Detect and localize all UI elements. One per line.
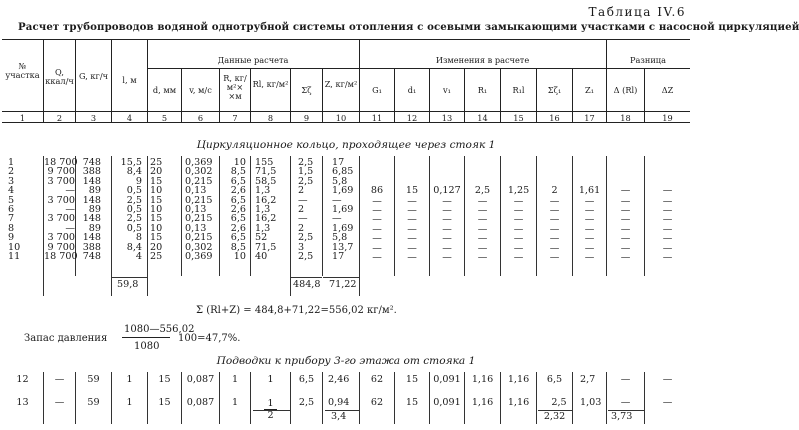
cell-r1: 1,16: [471, 374, 494, 385]
col-l-cell: 2,5: [126, 213, 142, 225]
dash-cell: —: [620, 223, 631, 235]
section-title-branch: Подводки к прибору 3-го этажа от стояка 1: [216, 355, 476, 367]
col-l-cell: 8,4: [126, 241, 142, 253]
dash-cell: —: [477, 242, 488, 254]
col-number: 15: [513, 113, 524, 123]
col-number: 18: [620, 113, 631, 123]
dash-cell: —: [662, 214, 673, 226]
col-zeta-cell: 3: [298, 241, 305, 253]
dash-cell: —: [477, 223, 488, 235]
col-d-cell: 10: [150, 185, 163, 197]
dash-cell: —: [477, 195, 488, 207]
col-z-cell: 1,69: [332, 204, 354, 215]
col-header-19: ΔZ: [661, 85, 674, 95]
cell-r1: 1,16: [471, 397, 494, 408]
dash-cell: —: [584, 214, 595, 226]
dash-cell: —: [372, 205, 382, 216]
col-number: 14: [477, 113, 488, 123]
section-title-ring: Циркуляционное кольцо, проходящее через стояк 1: [196, 139, 496, 151]
col-zeta-cell: 2,5: [298, 251, 314, 262]
col-rl-cell: 40: [255, 251, 268, 262]
dash-cell: —: [513, 223, 524, 235]
col-rl-cell: 71,5: [255, 241, 277, 253]
col-z-cell: 1,69: [332, 185, 354, 197]
dash-cell: —: [549, 205, 560, 216]
col-l-cell: 0,5: [126, 222, 142, 234]
col-r-cell: 8,5: [230, 241, 246, 253]
change-r1-cell: 2,5: [474, 185, 491, 197]
dash-cell: —: [442, 242, 452, 254]
cell-d1: 15: [405, 374, 419, 385]
col-zeta-cell: 2,5: [298, 232, 314, 244]
cell-q: —: [54, 397, 65, 408]
col-zeta-cell: 1,5: [298, 166, 314, 178]
col-q-cell: 9 700: [47, 166, 75, 178]
col-header-14: R₁: [477, 85, 488, 95]
cell-z-total: 3,4: [331, 411, 347, 422]
col-number: 19: [662, 113, 673, 123]
dash-cell: —: [584, 252, 595, 263]
col-q-cell: 3 700: [47, 175, 75, 187]
dash-cell: —: [584, 205, 595, 216]
col-l-cell: 8,4: [126, 166, 142, 178]
col-header-16: Σζ₁: [547, 85, 562, 95]
total-rl: 484,8: [293, 279, 321, 290]
change-v1-cell: 0,127: [433, 185, 461, 197]
dash-cell: —: [372, 214, 382, 226]
col-zeta-cell: 2: [298, 204, 305, 215]
col-r-cell: 6,5: [230, 213, 246, 225]
col-l-cell: 15,5: [120, 157, 142, 168]
col-num-cell: 9: [8, 232, 15, 244]
dash-cell: —: [584, 233, 595, 245]
col-header-17: Z₁: [585, 85, 594, 95]
reserve-numerator: 1080—556,02: [124, 324, 195, 335]
col-num-cell: 2: [8, 166, 15, 178]
col-header-7: R, кг/м²× ×м: [223, 73, 247, 101]
col-q-cell: —: [65, 185, 75, 197]
dash-cell: —: [549, 214, 560, 226]
col-header-8: Rl, кг/м²: [252, 79, 289, 89]
col-q-cell: —: [65, 204, 75, 215]
dash-cell: —: [549, 233, 560, 245]
cell-dz: —: [662, 397, 673, 408]
dash-cell: —: [407, 242, 417, 254]
col-num-cell: 5: [8, 194, 15, 206]
col-rl-cell: 16,2: [255, 213, 277, 225]
col-r-cell: 8,5: [230, 166, 246, 178]
dash-cell: —: [442, 223, 452, 235]
dash-cell: —: [662, 233, 673, 245]
cell-d: 15: [158, 374, 171, 385]
col-d-cell: 15: [150, 194, 163, 206]
dash-cell: —: [549, 252, 560, 263]
dash-cell: —: [407, 233, 417, 245]
cell-rl: 1: [267, 374, 274, 385]
cell-g1: 62: [370, 374, 384, 385]
cell-zeta1: 2,5: [551, 397, 567, 408]
col-g-cell: 89: [88, 204, 101, 215]
col-r-cell: 2,6: [230, 222, 246, 234]
col-z-cell: 5,8: [332, 232, 348, 244]
col-header-10: Z, кг/м²: [324, 79, 358, 89]
dash-cell: —: [372, 252, 382, 263]
cell-d1: 15: [405, 397, 419, 408]
cell-r1l: 1,16: [507, 374, 530, 385]
reserve-denominator: 1080: [134, 341, 160, 352]
group-header-changes: Изменения в расчете: [435, 55, 530, 65]
col-zeta-cell: 2: [298, 222, 305, 234]
dash-cell: —: [662, 185, 673, 197]
col-z-cell: —: [332, 194, 342, 206]
col-r-cell: 2,6: [230, 185, 246, 197]
cell-v1: 0,091: [433, 397, 461, 408]
col-header-1: № участка: [5, 61, 40, 80]
dash-cell: —: [620, 242, 631, 254]
cell-q: —: [54, 374, 65, 385]
col-header-13: v₁: [443, 85, 451, 95]
col-number: 4: [126, 113, 133, 123]
col-rl-cell: 52: [255, 232, 268, 244]
group-header-input: Данные расчета: [217, 55, 289, 65]
dash-cell: —: [407, 214, 417, 226]
col-r-cell: 2,6: [230, 204, 246, 215]
col-zeta-cell: 2,5: [298, 175, 314, 187]
dash-cell: —: [662, 223, 673, 235]
dash-cell: —: [442, 205, 452, 216]
total-length: 59,8: [117, 279, 139, 290]
cell-z: 2,46: [328, 374, 350, 385]
cell-zeta: 6,5: [298, 374, 315, 385]
col-header-11: G₁: [372, 85, 382, 95]
dash-cell: —: [662, 252, 673, 263]
col-l-cell: 0,5: [126, 185, 142, 197]
col-number: 8: [267, 113, 274, 123]
dash-cell: —: [407, 195, 417, 207]
cell-g1: 62: [370, 397, 384, 408]
col-q-cell: 18 700: [44, 251, 78, 262]
change-z1-cell: 1,61: [578, 185, 601, 197]
col-d-cell: 10: [150, 204, 163, 215]
dash-cell: —: [442, 252, 452, 263]
dash-cell: —: [584, 195, 595, 207]
col-z-cell: 5,8: [332, 175, 348, 187]
col-number: 3: [90, 113, 97, 123]
col-number: 5: [161, 113, 168, 123]
col-d-cell: 15: [150, 175, 163, 187]
dash-cell: —: [477, 233, 488, 245]
dash-cell: —: [549, 195, 560, 207]
col-d-cell: 10: [150, 222, 163, 234]
col-number: 17: [584, 113, 595, 123]
dash-cell: —: [407, 223, 417, 235]
col-v-cell: 0,302: [185, 241, 213, 253]
change-r1l-cell: 1,25: [507, 185, 530, 197]
dash-cell: —: [513, 252, 524, 263]
col-v-cell: 0,215: [185, 194, 213, 206]
cell-v1: 0,091: [433, 374, 461, 385]
col-zeta-cell: —: [298, 194, 308, 206]
dash-cell: —: [372, 223, 382, 235]
col-z-cell: —: [332, 213, 342, 225]
col-rl-cell: 58,5: [255, 175, 277, 187]
reserve-result: 100=47,7%.: [178, 333, 241, 344]
dash-cell: —: [513, 242, 524, 254]
cell-num: 12: [16, 374, 29, 385]
col-z-cell: 6,85: [332, 166, 354, 178]
dash-cell: —: [584, 223, 595, 235]
group-header-diff: Разница: [630, 55, 666, 65]
col-l-cell: 2,5: [126, 194, 142, 206]
col-v-cell: 0,13: [185, 185, 207, 197]
col-l-cell: 8: [135, 232, 142, 244]
dash-cell: —: [442, 195, 452, 207]
col-g-cell: 148: [82, 175, 101, 187]
cell-g: 59: [87, 374, 100, 385]
dash-cell: —: [407, 252, 417, 263]
cell-l: 1: [126, 374, 133, 385]
col-zeta-cell: 2: [298, 185, 305, 197]
col-g-cell: 388: [82, 241, 101, 253]
col-d-cell: 20: [150, 166, 163, 178]
col-v-cell: 0,369: [185, 157, 213, 168]
col-r-cell: 10: [233, 157, 246, 168]
col-g-cell: 148: [82, 213, 101, 225]
dash-cell: —: [513, 195, 524, 207]
dash-cell: —: [477, 214, 488, 226]
col-g-cell: 89: [88, 222, 101, 234]
col-v-cell: 0,215: [185, 175, 213, 187]
dash-cell: —: [372, 242, 382, 254]
col-rl-cell: 1,3: [255, 204, 271, 215]
dash-cell: —: [372, 195, 382, 207]
dash-cell: —: [620, 205, 631, 216]
table-title: Расчет трубопроводов водяной однотрубной системы отопления с осевыми замыкающими участками с насосной циркуляцией: [18, 21, 799, 33]
col-l-cell: 0,5: [126, 204, 142, 215]
dash-cell: —: [662, 205, 673, 216]
col-r-cell: 10: [233, 251, 246, 262]
col-g-cell: 89: [88, 185, 101, 197]
col-number: 12: [406, 113, 418, 123]
cell-zeta1: 6,5: [546, 374, 563, 385]
cell-l: 1: [126, 397, 133, 408]
cell-dz: —: [662, 374, 673, 385]
dash-cell: —: [584, 242, 595, 254]
col-v-cell: 0,13: [185, 222, 207, 234]
dash-cell: —: [442, 233, 452, 245]
col-number: 7: [232, 113, 238, 123]
col-number: 2: [56, 113, 63, 123]
col-zeta-cell: 2,5: [298, 157, 314, 168]
col-num-cell: 6: [8, 204, 15, 215]
cell-rl: $\frac{1}{2}$: [251, 398, 290, 421]
col-d-cell: 20: [150, 241, 163, 253]
col-z-cell: 1,69: [332, 222, 354, 234]
cell-r: 1: [231, 397, 239, 408]
col-z-cell: 17: [332, 251, 345, 262]
col-rl-cell: 1,3: [255, 185, 271, 197]
col-z-cell: 13,7: [332, 241, 354, 253]
change-zeta1-cell: 2: [551, 185, 558, 197]
cell-zeta: 2,5: [298, 397, 315, 408]
dash-cell: —: [372, 233, 382, 245]
col-d-cell: 25: [150, 251, 163, 262]
col-num-cell: 11: [8, 251, 21, 262]
dash-cell: —: [620, 214, 631, 226]
col-header-9: Σζ: [301, 85, 312, 95]
cell-z: 0,94: [328, 397, 350, 408]
change-g1-cell: 86: [370, 185, 384, 197]
cell-drl: —: [620, 374, 631, 385]
dash-cell: —: [513, 233, 524, 245]
col-q-cell: 3 700: [47, 232, 75, 244]
cell-drl: —: [620, 397, 631, 408]
dash-cell: —: [477, 205, 488, 216]
col-d-cell: 25: [150, 157, 163, 168]
col-z-cell: 17: [332, 157, 345, 168]
col-num-cell: 8: [8, 222, 15, 234]
col-header-5: d, мм: [152, 85, 177, 95]
dash-cell: —: [620, 252, 631, 263]
col-l-cell: 9: [135, 175, 142, 187]
col-num-cell: 7: [8, 213, 15, 225]
col-header-6: v, м/с: [189, 85, 212, 95]
col-number: 6: [197, 113, 204, 123]
col-g-cell: 148: [82, 194, 101, 206]
col-g-cell: 148: [82, 232, 101, 244]
col-rl-cell: 16,2: [255, 194, 277, 206]
col-header-4: l, м: [122, 75, 137, 85]
col-number: 16: [549, 113, 560, 123]
cell-z1: 2,7: [580, 374, 596, 385]
col-d-cell: 15: [150, 232, 163, 244]
col-q-cell: 9 700: [47, 241, 75, 253]
col-q-cell: 18 700: [44, 157, 78, 168]
col-header-3: G, кг/ч: [78, 71, 109, 81]
dash-cell: —: [620, 185, 631, 197]
col-g-cell: 748: [82, 251, 101, 262]
col-header-18: Δ (Rl): [613, 85, 638, 95]
dash-cell: —: [477, 252, 488, 263]
col-num-cell: 4: [8, 185, 15, 197]
col-zeta-cell: —: [298, 213, 308, 225]
dash-cell: —: [662, 242, 673, 254]
col-v-cell: 0,215: [185, 213, 213, 225]
col-v-cell: 0,13: [185, 204, 207, 215]
cell-z1: 1,03: [580, 397, 602, 408]
dash-cell: —: [407, 205, 417, 216]
formula-sum: Σ (Rl+Z) = 484,8+71,22=556,02 кг/м².: [196, 305, 397, 316]
col-v-cell: 0,302: [185, 166, 213, 178]
col-number: 9: [303, 113, 310, 123]
cell-g: 59: [87, 397, 100, 408]
col-number: 13: [441, 113, 453, 123]
col-q-cell: 3 700: [47, 194, 75, 206]
dash-cell: —: [620, 233, 631, 245]
cell-z1-total: 3,73: [611, 411, 633, 422]
col-number: 11: [371, 113, 383, 123]
cell-v: 0,087: [186, 397, 215, 408]
cell-num: 13: [16, 397, 29, 408]
cell-v: 0,087: [186, 374, 215, 385]
dash-cell: —: [549, 242, 560, 254]
col-r-cell: 6,5: [230, 194, 246, 206]
col-r-cell: 6,5: [230, 232, 246, 244]
col-l-cell: 4: [135, 251, 142, 262]
cell-r: 1: [231, 374, 239, 385]
dash-cell: —: [662, 195, 673, 207]
cell-r1l-total: 2,32: [543, 411, 566, 422]
col-num-cell: 1: [8, 157, 15, 168]
cell-r1l: 1,16: [507, 397, 530, 408]
dash-cell: —: [620, 195, 631, 207]
col-rl-cell: 1,3: [255, 222, 271, 234]
col-v-cell: 0,369: [185, 251, 213, 262]
col-r-cell: 6,5: [230, 175, 246, 187]
col-q-cell: —: [65, 222, 75, 234]
cell-d: 15: [158, 397, 171, 408]
table-label: Таблица IV.6: [588, 5, 686, 19]
dash-cell: —: [442, 214, 452, 226]
total-z: 71,22: [329, 279, 357, 290]
col-rl-cell: 71,5: [255, 166, 277, 178]
col-v-cell: 0,215: [185, 232, 213, 244]
col-num-cell: 3: [8, 175, 15, 187]
dash-cell: —: [513, 205, 524, 216]
col-header-2: Q, ккал/ч: [45, 67, 74, 86]
dash-cell: —: [549, 223, 560, 235]
col-number: 1: [19, 113, 26, 123]
reserve-label: Запас давления: [24, 333, 108, 344]
col-g-cell: 748: [82, 157, 101, 168]
dash-cell: —: [513, 214, 524, 226]
col-d-cell: 15: [150, 213, 163, 225]
col-num-cell: 10: [8, 241, 21, 253]
change-d1-cell: 15: [405, 185, 419, 197]
col-rl-cell: 155: [255, 157, 274, 168]
col-header-12: d₁: [407, 85, 417, 95]
col-g-cell: 388: [82, 166, 101, 178]
col-number: 10: [335, 113, 347, 123]
col-header-15: R₁l: [512, 85, 525, 95]
col-q-cell: 3 700: [47, 213, 75, 225]
